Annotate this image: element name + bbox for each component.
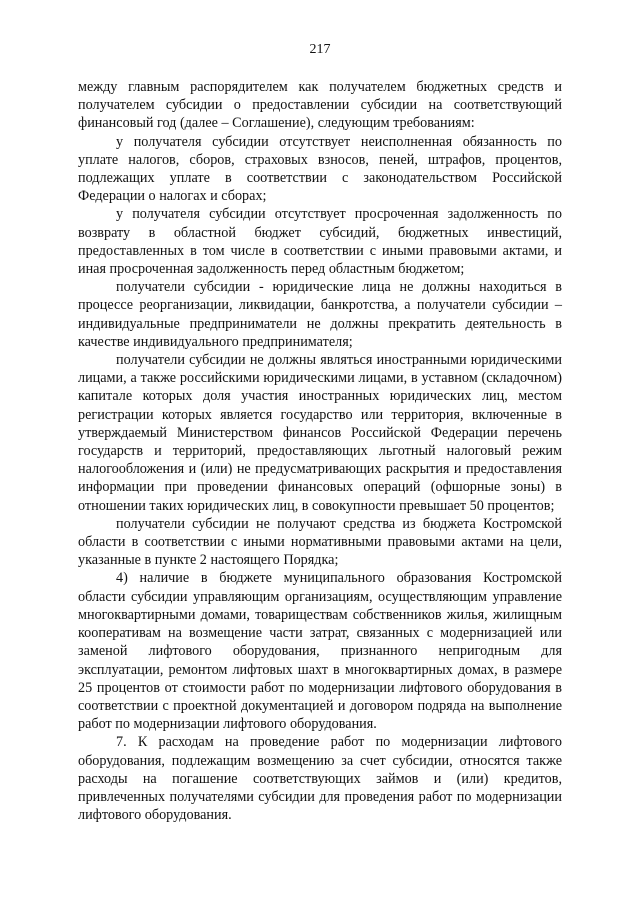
paragraph-no-tax-debt: у получателя субсидии отсутствует неисполненная обязанность по уплате налогов, сборов, страховых взносов, пеней, штрафов, процентов, подлежащих уплате в соответствии с законодательством Российской Федерации о налогах и сборах; [78, 133, 562, 205]
paragraph-no-budget-debt: у получателя субсидии отсутствует просроченная задолженность по возврату в областной бюджет субсидий, бюджетных инвестиций, предоставленных в том числе в соответствии с иными правовыми актами, и иная просроченная задолженность перед областным бюджетом; [78, 206, 562, 278]
paragraph-not-foreign-entity: получатели субсидии не должны являться иностранными юридическими лицами, а также российскими юридическими лицами, в уставном (складочном) капитале которых доля участия иностранных юридических лиц, местом регистрации которых является государство или территория, включенные в утверждаемый Министерством финансов Российской Федерации перечень государств и территорий, предоставляющих льготный налоговый режим налогообложения и (или) не предусматривающих раскрытия и предоставления информации при проведении финансовых операций (офшорные зоны) в отношении таких юридических лиц, в совокупности превышает 50 процентов; [78, 352, 562, 514]
paragraph-item-4: 4) наличие в бюджете муниципального образования Костромской области субсидии управляющим организациям, осуществляющим управление многоквартирными домами, товариществам собственников жилья, жилищным кооперативам на возмещение части затрат, связанных с модернизацией или заменой лифтового оборудования, признанного непригодным для эксплуатации, ремонтом лифтовых шахт в многоквартирных домах, в размере 25 процентов от стоимости работ по модернизации лифтового оборудования в соответствии с проектной документацией и договором подряда на выполнение работ по модернизации лифтового оборудования. [78, 570, 562, 733]
paragraph-no-reorganization: получатели субсидии - юридические лица не должны находиться в процессе реорганизации, ликвидации, банкротства, а получатели субсидии – индивидуальные предприниматели не должны прекратить деятельность в качестве индивидуального предпринимателя; [78, 279, 562, 350]
page-number: 217 [309, 42, 331, 57]
paragraph-agreement-continuation: между главным распорядителем как получателем бюджетных средств и получателем субсидии о предоставлении субсидии на соответствующий финансовый год (далее – Соглашение), следующим требованиям: [78, 79, 562, 132]
paragraph-item-7: 7. К расходам на проведение работ по модернизации лифтового оборудования, подлежащим возмещению за счет субсидии, относятся также расходы на погашение соответствующих займов и (или) кредитов, привлеченных получателями субсидии для проведения работ по модернизации лифтового оборудования. [78, 734, 562, 824]
document-body [78, 78, 562, 824]
paragraph-no-other-funds: получатели субсидии не получают средства из бюджета Костромской области в соответствии с иными нормативными правовыми актами на цели, указанные в пункте 2 настоящего Порядка; [78, 515, 562, 569]
